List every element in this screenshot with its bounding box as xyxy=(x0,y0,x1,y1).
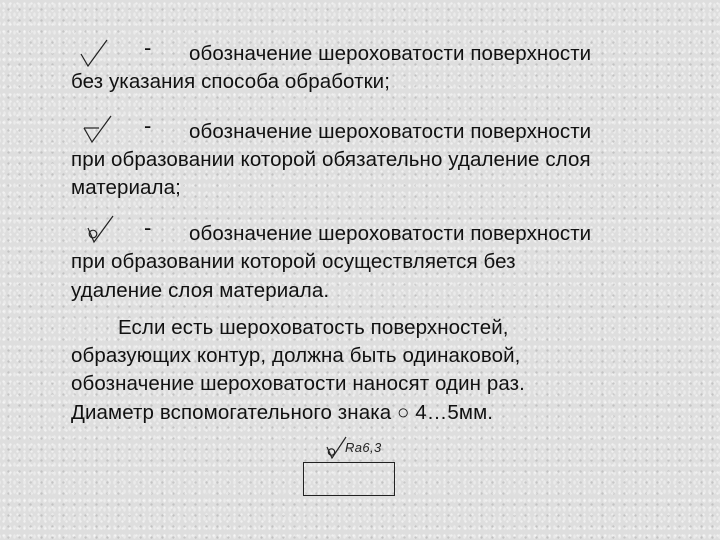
item-1-line-1: без указания способа обработки; xyxy=(71,70,391,93)
item-3-line-1: при образовании которой осуществляется без xyxy=(71,250,516,273)
item-3-dash: - xyxy=(144,215,152,240)
paragraph-line-3: обозначение шероховатости наносят один раз. xyxy=(71,372,525,395)
roughness-no-removal-icon xyxy=(86,214,116,246)
example-part-outline xyxy=(303,462,395,496)
item-3-line-2: удаление слоя материала. xyxy=(71,279,330,302)
item-2-dash: - xyxy=(144,113,152,138)
paragraph-line-4: Диаметр вспомогательного знака ○ 4…5мм. xyxy=(71,401,494,424)
roughness-basic-icon xyxy=(80,38,110,70)
item-2-line-1: при образовании которой обязательно удаление слоя xyxy=(71,148,591,171)
paragraph-line-2: образующих контур, должна быть одинаковой, xyxy=(71,344,521,367)
roughness-material-removal-icon xyxy=(82,114,114,146)
roughness-value-label: Ra6,3 xyxy=(345,440,382,455)
item-1-text: обозначение шероховатости поверхности xyxy=(189,42,592,65)
item-1-dash: - xyxy=(144,35,152,60)
item-3-text: обозначение шероховатости поверхности xyxy=(189,222,592,245)
item-2-line-2: материала; xyxy=(71,176,181,199)
item-2-text: обозначение шероховатости поверхности xyxy=(189,120,592,143)
paragraph-line-1: Если есть шероховатость поверхностей, xyxy=(118,316,509,339)
